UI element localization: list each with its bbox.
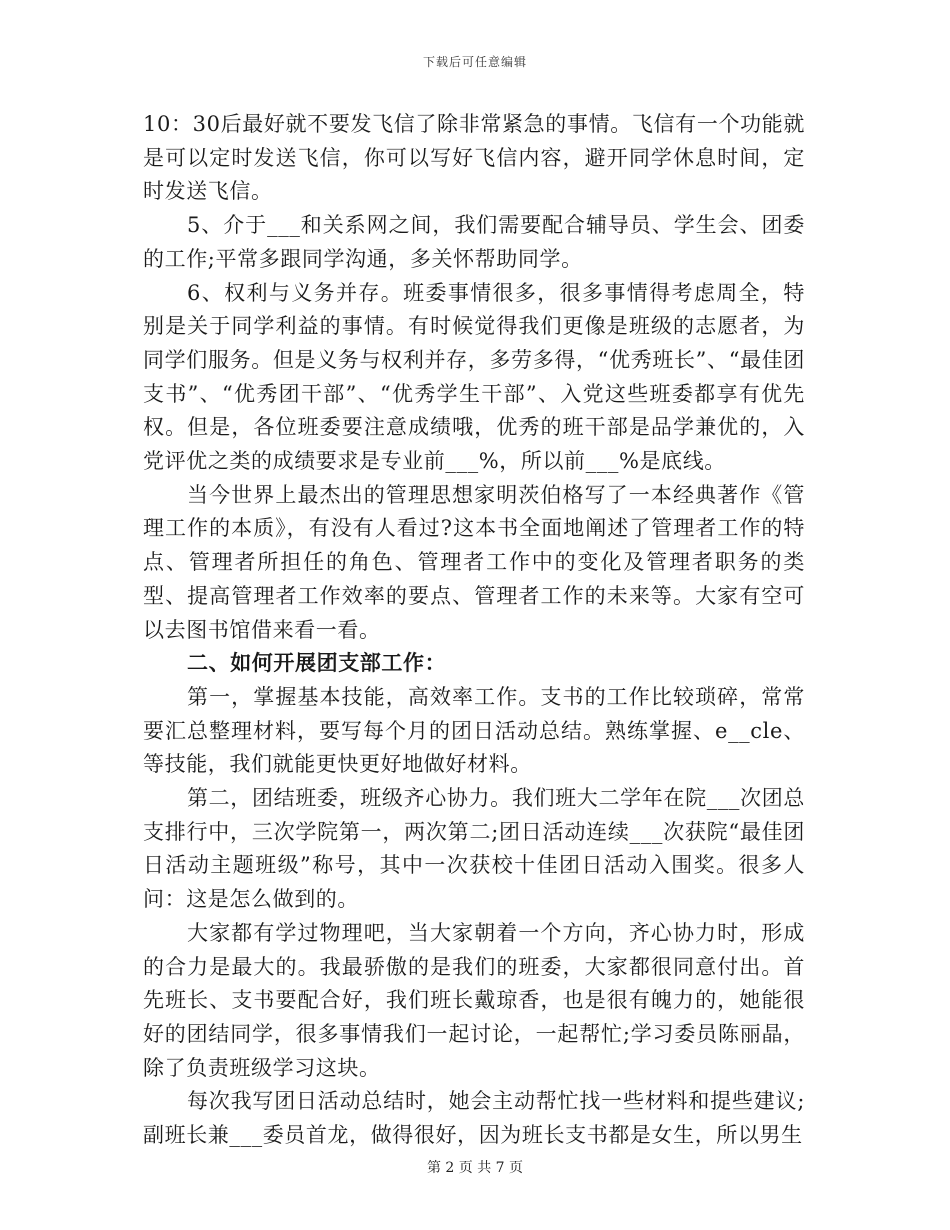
paragraph-continuation: 10：30后最好就不要发飞信了除非常紧急的事情。飞信有一个功能就是可以定时发送飞信，你可以写好飞信内容，避开同学休息时间，定时发送飞信。 bbox=[143, 112, 805, 204]
paragraph-book-recommendation: 当今世界上最杰出的管理思想家明茨伯格写了一本经典著作《管理工作的本质》，有没有人看过?这本书全面地阐述了管理者工作的特点、管理者所担任的角色、管理者工作中的变化及管理者职务的类型、提高管理者工作效率的要点、管理者工作的未来等。大家有空可以去图书馆借来看一看。 bbox=[143, 482, 805, 642]
page-footer: 第 2 页 共 7 页 bbox=[426, 1160, 524, 1176]
section-heading: 二、如何开展团支部工作： bbox=[187, 651, 447, 676]
page-header: 下载后可任意编辑 bbox=[422, 55, 527, 69]
paragraph-first-point: 第一，掌握基本技能，高效率工作。支书的工作比较琐碎，常常要汇总整理材料，要写每个月的团日活动总结。熟练掌握、e__cle、等技能，我们就能更快更好地做好材料。 bbox=[143, 684, 805, 777]
paragraph-second-point: 第二，团结班委，班级齐心协力。我们班大二学年在院___次团总支排行中，三次学院第一，两次第二;团日活动连续___次获院“最佳团日活动主题班级”称号，其中一次获校十佳团日活动入围奖。很多人问：这是怎么做到的。 bbox=[143, 786, 805, 912]
paragraph-teamwork: 大家都有学过物理吧，当大家朝着一个方向，齐心协力时，形成的合力是最大的。我最骄傲的是我们的班委，大家都很同意付出。首先班长、支书要配合好，我们班长戴琼香，也是很有魄力的，她能很好的团结同学，很多事情我们一起讨论，一起帮忙;学习委员陈丽晶，除了负责班级学习这块。 bbox=[143, 920, 805, 1080]
paragraph-summary-help: 每次我写团日活动总结时，她会主动帮忙找一些材料和提些建议;副班长兼___委员首龙，做得很好，因为班长支书都是女生，所以男生 bbox=[143, 1089, 805, 1148]
body-text bbox=[143, 108, 805, 1153]
paragraph-item-5: 5、介于___和关系网之间，我们需要配合辅导员、学生会、团委的工作;平常多跟同学沟通，多关怀帮助同学。 bbox=[143, 213, 805, 271]
paragraph-item-6: 6、权利与义务并存。班委事情很多，很多事情得考虑周全，特别是关于同学利益的事情。有时候觉得我们更像是班级的志愿者，为同学们服务。但是义务与权利并存，多劳多得，“优秀班长”、“最佳团支书”、“优秀团干部”、“优秀学生干部”、入党这些班委都享有优先权。但是，各位班委要注意成绩哦，优秀的班干部是品学兼优的，入党评优之类的成绩要求是专业前___%，所以前___%是底线。 bbox=[143, 280, 805, 474]
